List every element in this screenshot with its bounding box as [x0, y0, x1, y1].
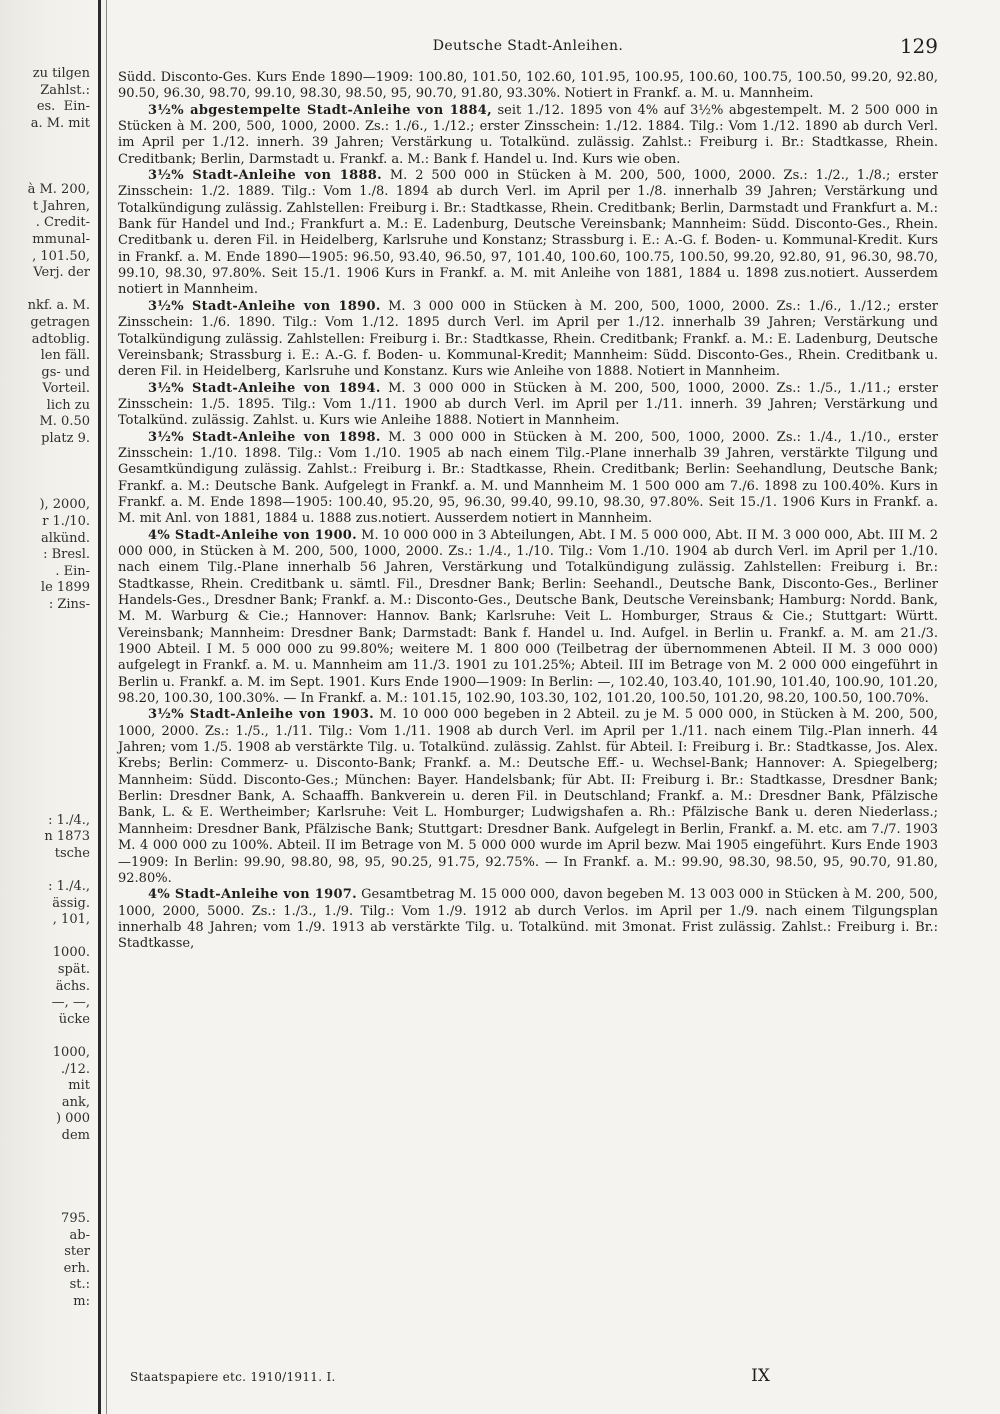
entry-text: seit 1./12. 1895 von 4% auf 3½% abgestempelt. M. 2 500 000 in Stücken à M. 200, 500, 1000, 2000. Zs.: 1./6., 1./12.; erster Zinsschein: 1./12. 1884. Tilg.: Vom 1./12. 1890 ab durch Verl. im April per 1./12. innerh. 39 Jahren; Verstärkung u. Totalkünd. zulässig. Zahlst.: Freiburg i. Br.: Stadtkasse, Rhein. Creditbank; Berlin, Darmstadt u. Frankf. a. M.: Bank f. Handel u. Ind. Kurs wie oben. [118, 102, 938, 167]
entry-title: 3½% Stadt-Anleihe von 1894. [148, 380, 381, 396]
page-header [118, 34, 938, 58]
entry-text: M. 2 500 000 in Stücken à M. 200, 500, 1000, 2000. Zs.: 1./2., 1./8.; erster Zinsschein: 1./2. 1889. Tilg.: Vom 1./8. 1894 ab durch Verl. im April per 1./8. innerhalb 39 Jahren; Verstärkung und Totalkündigung zulässig. Zahlstellen: Freiburg i. Br.: Stadtkasse, Rhein. Creditbank; Berlin, Darmstadt und Frankfurt a. M.: Bank für Handel und Ind.; Frankfurt a. M.: E. Ladenburg, Deutsche Vereinsbank; Mannheim: Südd. Disconto-Ges., Rhein. Creditbank u. deren Fil. in Heidelberg, Karlsruhe und Konstanz; Strassburg i. E.: A.-G. f. Boden- u. Kommunal-Kredit. Kurs in Frankf. a. M. Ende 1890—1905: 96.50, 93.40, 96.50, 97, 101.40, 100.60, 100.75, 100.50, 99.20, 92.80, 91, 96.30, 98.70, 99.10, 98.30, 97.80%. Seit 15./1. 1906 Kurs in Frankf. a. M. mit Anleihe von 1881, 1884 u. 1898 zus.notiert. Ausserdem notiert in Mannheim. [118, 168, 938, 298]
entry-text: M. 10 000 000 begeben in 2 Abteil. zu je M. 5 000 000, in Stücken à M. 200, 500, 1000, 2000. Zs.: 1./5., 1./11. Tilg.: Vom 1./11. 1908 ab durch Verl. im April per 1./11. nach einem Tilg.-Plan innerh. 44 Jahren; vom 1./5. 1908 ab verstärkte Tilg. u. Totalkünd. zulässig. Zahlst. für Abteil. I: Freiburg i. Br.: Stadtkasse, Jos. Alex. Krebs; Berlin: Commerz- u. Disconto-Bank; Frankf. a. M.: Deutsche Eff.- u. Wechsel-Bank; Hannover: A. Spiegelberg; Mannheim: Südd. Disconto-Ges.; München: Bayer. Handelsbank; für Abt. II: Freiburg i. Br.: Stadtkasse, Dresdner Bank; Berlin: Dresdner Bank, A. Schaaffh. Bankverein u. deren Fil. in Deutschland; Frankf. a. M.: Dresdner Bank, Pfälzische Bank, L. & E. Wertheimber; Karlsruhe: Veit L. Homburger; Ludwigshafen a. Rh.: Pfälzische Bank u. deren Niederlass.; Mannheim: Dresdner Bank, Pfälzische Bank; Stuttgart: Dresdner Bank. Aufgelegt in Berlin, Frankf. a. M. etc. am 7./7. 1903 M. 4 000 000 zu 100%. Abteil. II im Betrage von M. 5 000 000 wurde im April bezw. Mai 1905 eingeführt. Kurs Ende 1903—1909: In Berlin: 99.90, 98.80, 98, 95, 90.25, 91.75, 92.75%. — In Frankf. a. M.: 99.90, 98.30, 98.50, 95, 90.70, 91.80, 92.80%. [118, 707, 938, 886]
book-binding-shadow [106, 0, 107, 1414]
entry-anleihe-1884 [118, 103, 938, 168]
book-binding-edge [98, 0, 101, 1414]
entry-title: 3½% Stadt-Anleihe von 1903. [148, 707, 374, 723]
previous-page-fragment: zu tilgen Zahlst.: es. Ein- a. M. mit à M. 200, t Jahren, . Credit- mmunal- , 101.50, Verj. der nkf. a. M. getragen adtoblig. len fäll. gs- und Vorteil. lich zu M. 0.50 platz 9. ), 2000, r 1./10. alkünd. : Bresl. . Ein- le 1899 : Zins- : 1./4., n 1873 tsche : 1./4., ässig. , 101, 1000. spät. ächs. —, —, ücke 1000, ./12. mit ank, ) 000 dem 795. ab- ster erh. st.: m: [27, 66, 90, 1309]
running-title: Deutsche Stadt-Anleihen. [432, 38, 624, 54]
entry-text: M. 3 000 000 in Stücken à M. 200, 500, 1000, 2000. Zs.: 1./5., 1./11.; erster Zinsschein: 1./5. 1895. Tilg.: Vom 1./11. 1900 ab durch Verl. im April per 1./11. innerh. 39 Jahren; Verstärkung und Totalkünd. zulässig. Zahlst. u. Kurs wie Anleihe 1888. Notiert in Mannheim. [118, 380, 938, 429]
entry-anleihe-1903 [118, 707, 938, 887]
entry-anleihe-1888 [118, 168, 938, 299]
entry-text: M. 10 000 000 in 3 Abteilungen, Abt. I M. 5 000 000, Abt. II M. 3 000 000, Abt. III M. 2 000 000, in Stücken à M. 200, 500, 1000, 2000. Zs.: 1./4., 1./10. Tilg.: Vom 1./10. 1904 ab durch Verl. im April per 1./10. nach einem Tilg.-Plane innerhalb 56 Jahren, Verstärkung und Totalkündigung zulässig. Zahlstellen: Freiburg i. Br.: Stadtkasse, Rhein. Creditbank u. sämtl. Fil., Dresdner Bank; Berlin: Seehandl., Deutsche Bank, Disconto-Ges., Berliner Handels-Ges., Dresdner Bank; Frankf. a. M.: Disconto-Ges., Deutsche Bank, Deutsche Vereinsbank; Hamburg: Nordd. Bank, M. M. Warburg & Cie.; Hannover: Hannov. Bank; Karlsruhe: Veit L. Homburger, Straus & Cie.; Stuttgart: Württ. Vereinsbank; Mannheim: Dresdner Bank; Darmstadt: Bank f. Handel u. Ind. Aufgel. in Berlin u. Frankf. a. M. am 21./3. 1900 Abteil. I M. 5 000 000 zu 99.80%; weitere M. 1 800 000 (Teilbetrag der übernommenen Abteil. II M. 3 000 000) aufgelegt in Frankf. a. M. u. Mannheim am 11./3. 1901 zu 101.25%; Abteil. III im Betrage von M. 2 000 000 eingeführt in Berlin u. Frankf. a. M. im Sept. 1901. Kurs Ende 1900—1909: In Berlin: —, 102.40, 103.40, 101.90, 101.40, 100.90, 101.20, 98.20, 100.30, 100.30%. — In Frankf. a. M.: 101.15, 102.90, 103.30, 102, 101.20, 100.50, 101.20, 98.20, 100.50, 100.70%. [118, 527, 939, 707]
entry-text: M. 3 000 000 in Stücken à M. 200, 500, 1000, 2000. Zs.: 1./4., 1./10., erster Zinsschein: 1./10. 1898. Tilg.: Vom 1./10. 1905 ab nach einem Tilg.-Plane innerhalb 39 Jahren, verstärkte Tilgung und Gesamtkündigung zulässig. Zahlst.: Freiburg i. Br.: Stadtkasse, Rhein. Creditbank; Berlin: Seehandlung, Deutsche Bank; Frankf. a. M.: Deutsche Bank. Aufgelegt in Frankf. a. M. und Mannheim M. 1 500 000 am 7./6. 1898 zu 100.40%. Kurs in Frankf. a. M. Ende 1898—1905: 100.40, 95.20, 95, 96.30, 99.40, 99.10, 98.30, 97.80%. Seit 15./1. 1906 Kurs in Frankf. a. M. mit Anl. von 1881, 1884 u. 1888 zus.notiert. Ausserdem notiert in Mannheim. [118, 429, 939, 527]
page-number: 129 [899, 34, 938, 58]
entry-title: 3½% Stadt-Anleihe von 1890. [148, 298, 381, 314]
entry-anleihe-1890 [118, 299, 938, 381]
entry-text: M. 3 000 000 in Stücken à M. 200, 500, 1000, 2000. Zs.: 1./6., 1./12.; erster Zinsschein: 1./6. 1890. Tilg.: Vom 1./12. 1895 durch Verl. im April per 1./12. innerhalb 39 Jahren; Verstärkung und Totalkündigung zulässig. Zahlstellen: Freiburg i. Br.: Stadtkasse, Rhein. Creditbank; Frankf. a. M.: E. Ladenburg, Deutsche Vereinsbank; Strassburg i. E.: A.-G. f. Boden- u. Kommunal-Kredit; Mannheim: Südd. Disconto-Ges., Rhein. Creditbank u. deren Fil. in Heidelberg, Karlsruhe und Konstanz. Kurs wie Anleihe von 1888. Notiert in Mannheim. [118, 298, 938, 380]
main-text-column [118, 70, 938, 953]
entry-anleihe-1907 [118, 887, 938, 952]
entry-title: 3½% Stadt-Anleihe von 1898. [148, 429, 381, 445]
entry-continuation [118, 70, 938, 103]
footer-signature: Staatspapiere etc. 1910/1911. I. [130, 1370, 336, 1384]
entry-title: 4% Stadt-Anleihe von 1900. [148, 527, 357, 543]
entry-title: 3½% Stadt-Anleihe von 1888. [148, 168, 382, 184]
entry-anleihe-1900 [118, 528, 938, 708]
left-page-gutter [0, 0, 96, 1414]
entry-title: 3½% abgestempelte Stadt-Anleihe von 1884, [148, 102, 492, 118]
entry-text: Gesamtbetrag M. 15 000 000, davon begeben M. 13 003 000 in Stücken à M. 200, 500, 1000, 2000, 5000. Zs.: 1./3., 1./9. Tilg.: Vom 1./9. 1912 ab durch Verlos. im April per 1./9. nach einem Tilgungsplan innerhalb 48 Jahren; vom 1./9. 1913 ab verstärkte Tilg. u. Totalkünd. mit 3monat. Frist zulässig. Zahlst.: Freiburg i. Br.: Stadtkasse, [118, 887, 939, 952]
entry-text: Südd. Disconto-Ges. Kurs Ende 1890—1909: 100.80, 101.50, 102.60, 101.95, 100.95, 100.60, 100.75, 100.50, 99.20, 92.80, 90.50, 96.30, 98.70, 99.10, 98.30, 98.50, 95, 90.70, 91.80, 93.30%. Notiert in Frankf. a. M. u. Mannheim. [118, 70, 938, 102]
entry-anleihe-1898 [118, 430, 938, 528]
entry-title: 4% Stadt-Anleihe von 1907. [148, 887, 357, 903]
entry-anleihe-1894 [118, 381, 938, 430]
page-footer [130, 1366, 770, 1390]
footer-sheet-number: IX [751, 1366, 770, 1386]
